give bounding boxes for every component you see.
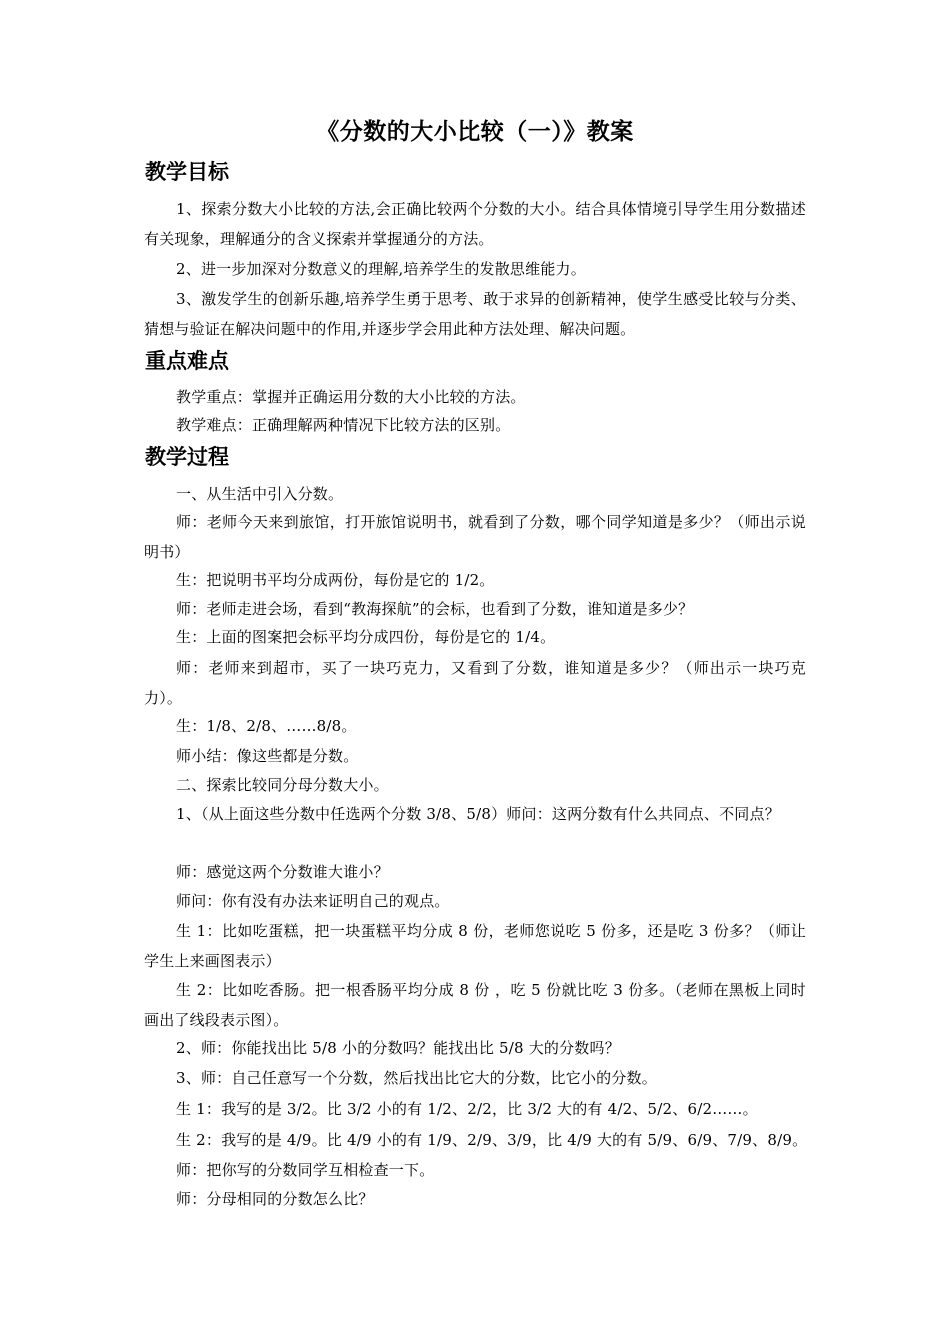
- process-paragraph-10: 1、（从上面这些分数中任选两个分数 3/8、5/8）师问：这两分数有什么共同点、不同点？: [176, 805, 780, 823]
- process-paragraph-20: 师：分母相同的分数怎么比？: [176, 1190, 374, 1208]
- process-paragraph-17: 生 1：我写的是 3/2。比 3/2 小的有 1/2、2/2，比 3/2 大的有 4/2、5/2、6/2……。: [176, 1100, 758, 1118]
- process-paragraph-14: 生 2：比如吃香肠。把一根香肠平均分成 8 份 ，吃 5 份就比吃 3 份多。（老师在黑板上同时画出了线段表示图）。: [144, 981, 806, 1029]
- process-paragraph-15: 2、师：你能找出比 5/8 小的分数吗？能找出比 5/8 大的分数吗？: [176, 1039, 620, 1057]
- process-paragraph-12: 师问：你有没有办法来证明自己的观点。: [176, 892, 450, 910]
- goals-paragraph-3: 3、激发学生的创新乐趣,培养学生勇于思考、敢于求异的创新精神，使学生感受比较与分类、猜想与验证在解决问题中的作用,并逐步学会用此种方法处理、解决问题。: [144, 290, 806, 338]
- process-paragraph-16: 3、师：自己任意写一个分数，然后找出比它大的分数，比它小的分数。: [176, 1069, 657, 1087]
- process-paragraph-1: 一、从生活中引入分数。: [176, 485, 344, 503]
- process-paragraph-18: 生 2：我写的是 4/9。比 4/9 小的有 1/9、2/9、3/9，比 4/9 大的有 5/9、6/9、7/9、8/9。: [176, 1131, 808, 1149]
- process-paragraph-13: 生 1：比如吃蛋糕，把一块蛋糕平均分成 8 份，老师您说吃 5 份多，还是吃 3 份多？（师让学生上来画图表示）: [144, 922, 806, 970]
- keypoints-paragraph-2: 教学难点：正确理解两种情况下比较方法的区别。: [176, 416, 511, 434]
- process-paragraph-11: 师：感觉这两个分数谁大谁小？: [176, 863, 389, 881]
- process-paragraph-2: 师：老师今天来到旅馆，打开旅馆说明书，就看到了分数，哪个同学知道是多少？（师出示说明书）: [144, 513, 806, 561]
- process-paragraph-5: 生：上面的图案把会标平均分成四份，每份是它的 1/4。: [176, 628, 556, 646]
- section-heading-keypoints: 重点难点: [145, 349, 229, 373]
- keypoints-paragraph-1: 教学重点：掌握并正确运用分数的大小比较的方法。: [176, 388, 526, 406]
- process-paragraph-8: 师小结：像这些都是分数。: [176, 747, 359, 765]
- document-title: 《分数的大小比较（一）》教案: [316, 119, 634, 145]
- process-paragraph-19: 师：把你写的分数同学互相检查一下。: [176, 1161, 435, 1179]
- section-heading-process: 教学过程: [145, 445, 229, 469]
- process-paragraph-6: 师：老师来到超市，买了一块巧克力，又看到了分数，谁知道是多少？（师出示一块巧克力）。: [144, 659, 806, 707]
- process-paragraph-9: 二、探索比较同分母分数大小。: [176, 776, 389, 794]
- section-heading-goals: 教学目标: [145, 160, 229, 184]
- goals-paragraph-1: 1、探索分数大小比较的方法,会正确比较两个分数的大小。结合具体情境引导学生用分数描述有关现象，理解通分的含义探索并掌握通分的方法。: [144, 200, 806, 248]
- process-paragraph-4: 师：老师走进会场，看到“教海探航”的会标，也看到了分数，谁知道是多少？: [176, 600, 694, 618]
- process-paragraph-7: 生：1/8、2/8、……8/8。: [176, 717, 357, 735]
- process-paragraph-3: 生：把说明书平均分成两份，每份是它的 1/2。: [176, 571, 495, 589]
- goals-paragraph-2: 2、进一步加深对分数意义的理解,培养学生的发散思维能力。: [176, 260, 586, 278]
